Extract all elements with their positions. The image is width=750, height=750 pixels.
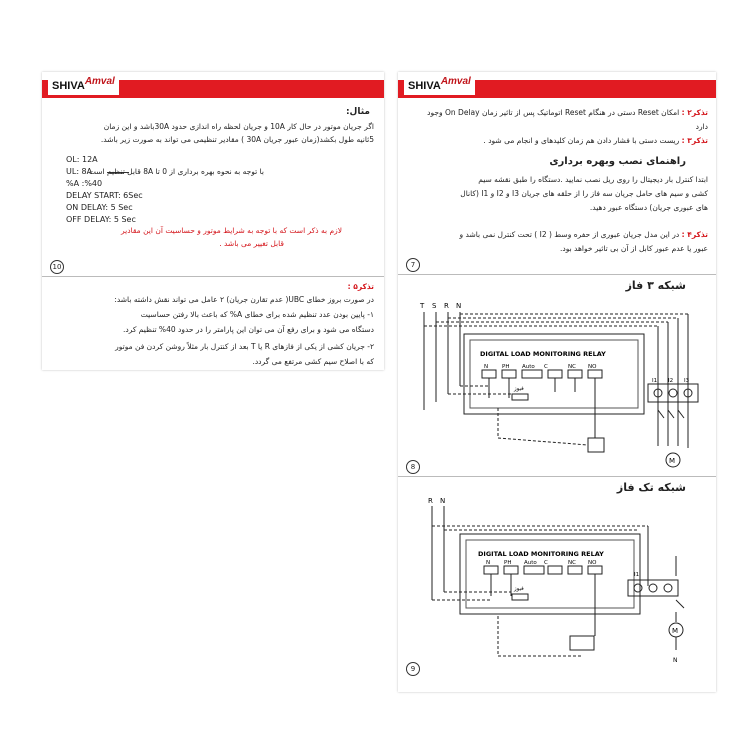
motor-label: M [669, 457, 676, 465]
note2-line-1: امکان Reset دستی در هنگام Reset اتوماتیک پس از تاثیر زمان On Delay وجود [427, 108, 680, 117]
terminal-c: C [544, 364, 548, 370]
setting-off-delay: OFF DELAY: 5 Sec [66, 215, 136, 224]
logo-script: Amval [440, 76, 471, 87]
note3-block [403, 134, 708, 147]
right-divider-1 [398, 274, 716, 275]
terminal-ph: PH [502, 364, 510, 370]
ct-i2: I2 [668, 378, 674, 384]
terminal-nc: NC [568, 560, 576, 566]
install-title: راهنمای نصب وبهره برداری [549, 156, 686, 167]
right-header [398, 72, 716, 102]
right-divider-2 [398, 476, 716, 477]
example-line-1: اگر جریان موتور در حال کار 10A و جریان لحظه راه اندازی حدود 30Aباشد و این زمان [103, 122, 374, 131]
note5-line-3: دستگاه می شود و برای رفع آن می توان این پارامتر را در حدود 40% تنظیم کرد. [122, 325, 374, 334]
note2-line-2: دارد [695, 122, 708, 131]
left-page [42, 72, 384, 370]
note2-block [403, 106, 708, 119]
install-line-1: ابتدا کنترل بار دیجیتال را روی ریل نصب نمایید .دستگاه را طبق نقشه سیم [478, 175, 708, 184]
ct-i1: I1 [652, 378, 658, 384]
note3-line-1: ریست دستی با فشار دادن هم زمان کلیدهای و انجام می شود . [483, 136, 680, 145]
setting-ul: UL: 8A [66, 167, 93, 176]
note4-line-1: در این مدل جریان عبوری از حفره وسط ( I2 ) تحت کنترل نمی باشد و [459, 230, 680, 239]
setting-ol: OL: 12A [66, 155, 98, 164]
terminal-no: NO [588, 560, 597, 566]
terminal-no: NO [588, 364, 597, 370]
line-r-label: R [428, 497, 433, 505]
logo-script: Amval [84, 76, 115, 87]
terminal-n: N [486, 560, 491, 566]
note4-line-2: عبور یا عدم عبور کابل از آن بی تاثیر خواهد بود. [559, 244, 708, 253]
left-divider [42, 276, 384, 277]
terminal-ph: PH [504, 560, 512, 566]
fuse-label: فیوز [514, 586, 524, 592]
terminal-auto: Auto [524, 560, 537, 566]
note5-line-4: ۲- جریان کشی از یکی از فازهای R یا T بعد از کنترل بار مثلاً روشن کردن فن موتور [115, 342, 374, 351]
three-phase-title: شبکه ۳ فاز [625, 279, 686, 292]
terminal-c: C [544, 560, 548, 566]
line-t-label: T [420, 302, 425, 310]
page-number-10: 10 [50, 260, 64, 274]
note5-title: تذکر۵ : [347, 282, 374, 291]
fuse-label: فیوز [514, 386, 524, 392]
n-bottom-label: N [673, 657, 678, 664]
note3-title: تذکر۳ : [681, 136, 708, 145]
warning-line-1: لازم به ذکر است که با توجه به شرایط موتور و حساسیت آن این مقادیر [121, 226, 342, 235]
terminal-n: N [484, 364, 489, 370]
right-page [398, 72, 716, 692]
setting-delay-start: DELAY START: 6Sec [66, 191, 143, 200]
note4-title: تذکر۴ : [681, 230, 708, 239]
motor-label: M [672, 627, 679, 635]
ct-i1: I1 [634, 572, 640, 578]
relay-label: DIGITAL LOAD MONITORING RELAY [480, 350, 606, 358]
example-title: مثال: [345, 107, 370, 117]
note2-title: تذکر۲ : [681, 108, 708, 117]
left-header [42, 72, 384, 102]
page-number-8: 8 [406, 460, 420, 474]
line-n-label: N [440, 497, 446, 505]
line-s-label: S [432, 302, 437, 310]
single-phase-title: شبکه تک فاز [616, 481, 686, 494]
ct-i3: I3 [684, 378, 690, 384]
single-phase-diagram [398, 496, 716, 672]
relay-label: DIGITAL LOAD MONITORING RELAY [478, 550, 604, 558]
brand-logo [404, 78, 475, 95]
terminal-nc: NC [568, 364, 576, 370]
note5-line-1: در صورت بروز خطای UBC( عدم تقارن جریان) ۲ عامل می تواند نقش داشته باشد: [114, 295, 374, 304]
setting-a: %A :%40 [66, 179, 103, 188]
line-n-label: N [456, 302, 462, 310]
example-line-2: 5ثانیه طول بکشد(زمان عبور جریان 30A ) مقادیر تنظیمی می تواند به صورت زیر باشد. [100, 135, 374, 144]
terminal-auto: Auto [522, 364, 535, 370]
brand-logo [48, 78, 119, 95]
install-line-2: کشی و سیم های حامل جریان سه فاز را از حلقه های جریان I3 و I2 و I1 (کانال [460, 189, 708, 198]
ul-note: با توجه به نحوه بهره برداری از 0 تا 8A قابل تنظیم است [88, 167, 264, 176]
warning-line-2: قابل تغییر می باشد . [219, 239, 284, 248]
note4-block [403, 228, 708, 241]
three-phase-diagram [398, 298, 716, 468]
note5-line-2: ۱- پایین بودن عدد تنظیم شده برای خطای A% که باعث بالا رفتن حساسیت [140, 310, 374, 319]
logo-text: SHIVA [52, 80, 85, 92]
page-number-7: 7 [406, 258, 420, 272]
line-r-label: R [444, 302, 449, 310]
note5-line-5: که با اصلاح سیم کشی مرتفع می گردد. [252, 357, 374, 366]
page-number-9: 9 [406, 662, 420, 676]
logo-text: SHIVA [408, 80, 441, 92]
install-line-3: های عبوری جریان) دستگاه عبور دهید. [589, 203, 708, 212]
setting-on-delay: ON DELAY: 5 Sec [66, 203, 133, 212]
